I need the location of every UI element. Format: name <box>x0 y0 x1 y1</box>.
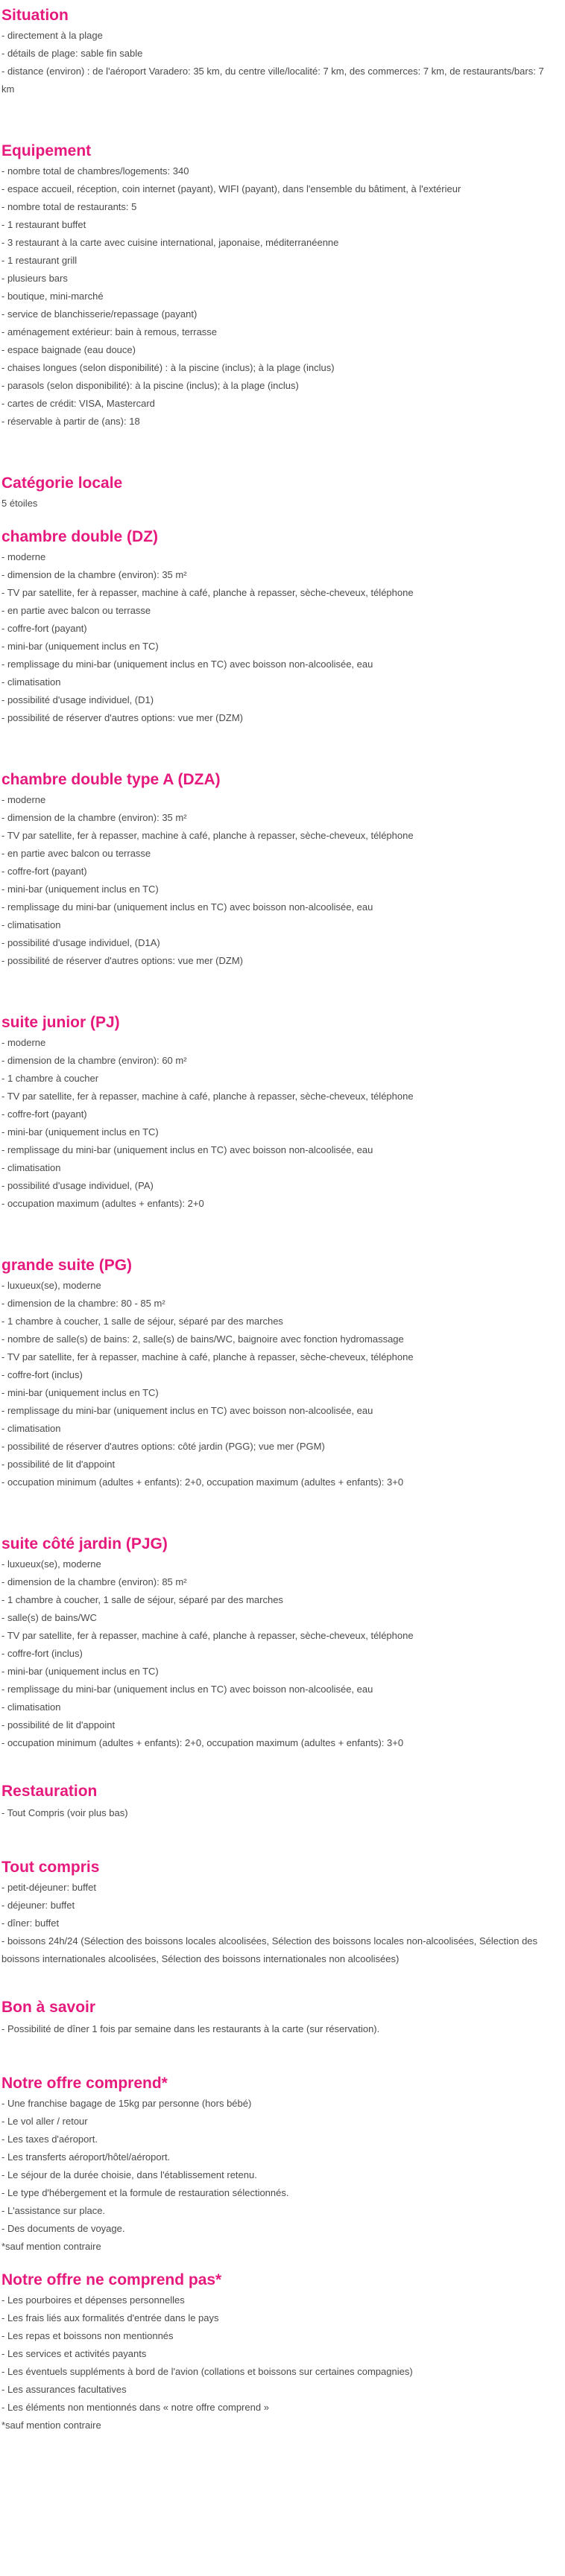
list-item: - Les éventuels suppléments à bord de l'avion (collations et boissons sur certaines compagnies) <box>1 2366 413 2377</box>
chambre-double-a-list <box>1 791 559 970</box>
list-item: - espace accueil, réception, coin internet (payant), WIFI (payant), dans l'ensemble du bâtiment, à l'extérieur <box>1 183 461 194</box>
section-offre-ne-comprend-pas <box>1 2269 559 2434</box>
list-item: - possibilité de lit d'appoint <box>1 1719 116 1730</box>
section-title-restauration: Restauration <box>1 1783 98 1800</box>
list-item: - Les services et activités payants <box>1 2348 147 2359</box>
equipement-list <box>1 162 559 431</box>
list-item: - moderne <box>1 551 46 562</box>
footnote: *sauf mention contraire <box>1 2420 101 2431</box>
section-situation <box>1 4 559 98</box>
list-item: - Les éléments non mentionnés dans « notre offre comprend » <box>1 2402 269 2413</box>
list-item: - Les pourboires et dépenses personnelles <box>1 2294 185 2306</box>
list-item: - moderne <box>1 1037 46 1048</box>
list-item: - mini-bar (uniquement inclus en TC) <box>1 1666 159 1677</box>
list-item: - climatisation <box>1 1162 61 1173</box>
list-item: - Le séjour de la durée choisie, dans l'établissement retenu. <box>1 2169 257 2180</box>
section-title-bon-a-savoir: Bon à savoir <box>1 1999 96 2016</box>
list-item: - climatisation <box>1 676 61 688</box>
section-title-chambre-double: chambre double (DZ) <box>1 528 159 545</box>
list-item: - mini-bar (uniquement inclus en TC) <box>1 883 159 895</box>
section-title-offre-ne-comprend-pas: Notre offre ne comprend pas* <box>1 2271 222 2288</box>
footnote: *sauf mention contraire <box>1 2241 101 2252</box>
list-item: - Les repas et boissons non mentionnés <box>1 2330 174 2341</box>
suite-junior-list <box>1 1034 559 1213</box>
list-item: - mini-bar (uniquement inclus en TC) <box>1 1126 159 1138</box>
list-item: - 1 chambre à coucher, 1 salle de séjour, séparé par des marches <box>1 1316 283 1327</box>
list-item: - Les assurances facultatives <box>1 2384 127 2395</box>
list-item: - directement à la plage <box>1 30 103 41</box>
tout-compris-list <box>1 1879 559 1968</box>
chambre-double-list <box>1 548 559 727</box>
list-item: - chaises longues (selon disponibilité) : à la piscine (inclus); à la plage (inclus) <box>1 362 335 373</box>
offre-ne-comprend-list <box>1 2291 559 2434</box>
section-title-equipement: Equipement <box>1 142 92 159</box>
list-item: - 1 restaurant buffet <box>1 219 86 230</box>
list-item: - mini-bar (uniquement inclus en TC) <box>1 1387 159 1398</box>
grande-suite-list <box>1 1277 559 1491</box>
list-item: - aménagement extérieur: bain à remous, terrasse <box>1 326 218 337</box>
section-title-suite-jardin: suite côté jardin (PJG) <box>1 1535 168 1552</box>
list-item: - Une franchise bagage de 15kg par personne (hors bébé) <box>1 2098 252 2109</box>
section-suite-jardin <box>1 1533 559 1752</box>
list-item: - TV par satellite, fer à repasser, machine à café, planche à repasser, sèche-cheveux, téléphone <box>1 830 414 841</box>
list-item: - Le vol aller / retour <box>1 2116 88 2127</box>
list-item: - coffre-fort (inclus) <box>1 1648 83 1659</box>
list-item: - TV par satellite, fer à repasser, machine à café, planche à repasser, sèche-cheveux, téléphone <box>1 1630 414 1641</box>
list-item: - nombre total de chambres/logements: 340 <box>1 165 189 177</box>
list-item: - possibilité d'usage individuel, (D1) <box>1 694 154 705</box>
list-item: - luxueux(se), moderne <box>1 1280 101 1291</box>
section-restauration <box>1 1780 559 1822</box>
list-item: - dîner: buffet <box>1 1917 60 1929</box>
section-title-suite-junior: suite junior (PJ) <box>1 1014 120 1031</box>
list-item: - boutique, mini-marché <box>1 291 104 302</box>
section-chambre-double <box>1 526 559 727</box>
list-item: - détails de plage: sable fin sable <box>1 48 143 59</box>
list-item: - dimension de la chambre (environ): 60 m² <box>1 1055 187 1066</box>
offre-comprend-list <box>1 2095 559 2256</box>
list-item: - climatisation <box>1 919 61 930</box>
list-item: - remplissage du mini-bar (uniquement inclus en TC) avec boisson non-alcoolisée, eau <box>1 901 373 913</box>
list-item: - 1 chambre à coucher <box>1 1073 99 1084</box>
section-title-categorie: Catégorie locale <box>1 475 123 492</box>
list-item: - Les frais liés aux formalités d'entrée dans le pays <box>1 2312 219 2323</box>
list-item: - coffre-fort (payant) <box>1 1108 87 1120</box>
list-item: - mini-bar (uniquement inclus en TC) <box>1 641 159 652</box>
list-item: - déjeuner: buffet <box>1 1900 75 1911</box>
section-title-offre-comprend: Notre offre comprend* <box>1 2075 168 2092</box>
list-item: - 3 restaurant à la carte avec cuisine international, japonaise, méditerranéenne <box>1 237 339 248</box>
section-title-chambre-double-a: chambre double type A (DZA) <box>1 771 221 788</box>
list-item: - remplissage du mini-bar (uniquement inclus en TC) avec boisson non-alcoolisée, eau <box>1 659 373 670</box>
section-suite-junior <box>1 1012 559 1213</box>
section-chambre-double-a <box>1 769 559 970</box>
list-item: - Les taxes d'aéroport. <box>1 2134 98 2145</box>
list-item: - Le type d'hébergement et la formule de restauration sélectionnés. <box>1 2187 289 2198</box>
list-item: - occupation minimum (adultes + enfants): 2+0, occupation maximum (adultes + enfants): 3+0 <box>1 1476 404 1488</box>
list-item: - possibilité de lit d'appoint <box>1 1459 116 1470</box>
section-equipement <box>1 140 559 431</box>
list-item: - remplissage du mini-bar (uniquement inclus en TC) avec boisson non-alcoolisée, eau <box>1 1144 373 1155</box>
list-item: - service de blanchisserie/repassage (payant) <box>1 308 198 320</box>
list-item: - dimension de la chambre (environ): 35 m² <box>1 812 187 823</box>
list-item: - nombre total de restaurants: 5 <box>1 201 137 212</box>
list-item: - TV par satellite, fer à repasser, machine à café, planche à repasser, sèche-cheveux, téléphone <box>1 587 414 598</box>
list-item: - 1 chambre à coucher, 1 salle de séjour, séparé par des marches <box>1 1594 283 1605</box>
list-item: - petit-déjeuner: buffet <box>1 1882 96 1893</box>
list-item: - plusieurs bars <box>1 273 68 284</box>
section-grande-suite <box>1 1254 559 1491</box>
list-item: - dimension de la chambre (environ): 35 m² <box>1 569 187 580</box>
list-item: - L'assistance sur place. <box>1 2205 106 2216</box>
list-item: - possibilité d'usage individuel, (D1A) <box>1 937 160 948</box>
section-offre-comprend <box>1 2072 559 2256</box>
list-item: - réservable à partir de (ans): 18 <box>1 416 140 427</box>
list-item: - moderne <box>1 794 46 805</box>
list-item: - salle(s) de bains/WC <box>1 1612 97 1623</box>
section-bon-a-savoir <box>1 1996 559 2038</box>
list-item: - dimension de la chambre: 80 - 85 m² <box>1 1298 165 1309</box>
list-item: - possibilité d'usage individuel, (PA) <box>1 1180 154 1191</box>
list-item: - possibilité de réserver d'autres options: vue mer (DZM) <box>1 712 243 723</box>
section-categorie <box>1 472 559 513</box>
list-item: - climatisation <box>1 1701 61 1713</box>
list-item: - 1 restaurant grill <box>1 255 78 266</box>
list-item: - possibilité de réserver d'autres options: vue mer (DZM) <box>1 955 243 966</box>
suite-jardin-list <box>1 1555 559 1752</box>
list-item: - boissons 24h/24 (Sélection des boissons locales alcoolisées, Sélection des boissons locales non-alcoolisées, Sélection des boissons internationales alcoolisées, Sélection des boissons internationales non alcoolisées) <box>1 1935 538 1964</box>
list-item: - TV par satellite, fer à repasser, machine à café, planche à repasser, sèche-cheveux, téléphone <box>1 1351 414 1362</box>
list-item: - possibilité de réserver d'autres options: côté jardin (PGG); vue mer (PGM) <box>1 1441 325 1452</box>
list-item: - dimension de la chambre (environ): 85 m² <box>1 1576 187 1587</box>
list-item: - climatisation <box>1 1423 61 1434</box>
list-item: - nombre de salle(s) de bains: 2, salle(s) de bains/WC, baignoire avec fonction hydromassage <box>1 1333 404 1345</box>
list-item: - coffre-fort (inclus) <box>1 1369 83 1380</box>
list-item: - en partie avec balcon ou terrasse <box>1 605 151 616</box>
list-item: - luxueux(se), moderne <box>1 1558 101 1570</box>
list-item: - espace baignade (eau douce) <box>1 344 136 355</box>
list-item: - parasols (selon disponibilité): à la piscine (inclus); à la plage (inclus) <box>1 380 299 391</box>
list-item: - distance (environ) : de l'aéroport Varadero: 35 km, du centre ville/localité: 7 km, des commerces: 7 km, de restaurants/bars: 7 km <box>1 66 544 95</box>
list-item: - remplissage du mini-bar (uniquement inclus en TC) avec boisson non-alcoolisée, eau <box>1 1684 373 1695</box>
section-tout-compris <box>1 1856 559 1968</box>
list-item: - en partie avec balcon ou terrasse <box>1 848 151 859</box>
list-item: - occupation minimum (adultes + enfants): 2+0, occupation maximum (adultes + enfants): 3+0 <box>1 1737 404 1748</box>
section-title-grande-suite: grande suite (PG) <box>1 1257 133 1274</box>
list-item: - coffre-fort (payant) <box>1 623 87 634</box>
list-item: - cartes de crédit: VISA, Mastercard <box>1 398 155 409</box>
section-title-tout-compris: Tout compris <box>1 1859 100 1876</box>
list-item: - occupation maximum (adultes + enfants): 2+0 <box>1 1198 204 1209</box>
list-item: - remplissage du mini-bar (uniquement inclus en TC) avec boisson non-alcoolisée, eau <box>1 1405 373 1416</box>
categorie-value: 5 étoiles <box>1 498 38 509</box>
situation-list <box>1 27 559 98</box>
list-item: - coffre-fort (payant) <box>1 866 87 877</box>
restauration-value: - Tout Compris (voir plus bas) <box>1 1807 128 1818</box>
list-item: - TV par satellite, fer à repasser, machine à café, planche à repasser, sèche-cheveux, téléphone <box>1 1091 414 1102</box>
section-title-situation: Situation <box>1 7 69 24</box>
list-item: - Les transferts aéroport/hôtel/aéroport. <box>1 2151 171 2163</box>
list-item: - Des documents de voyage. <box>1 2223 125 2234</box>
bon-a-savoir-value: - Possibilité de dîner 1 fois par semaine dans les restaurants à la carte (sur réservation). <box>1 2023 380 2034</box>
